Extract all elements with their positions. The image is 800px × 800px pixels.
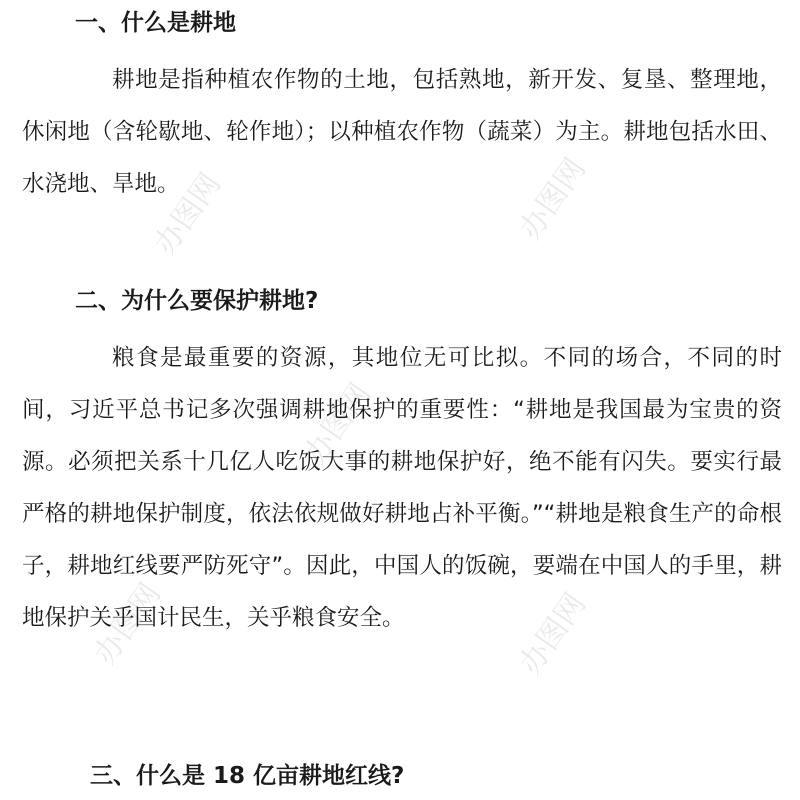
watermark: 办图网 xyxy=(512,587,594,681)
section-body-1: 耕地是指种植农作物的土地，包括熟地，新开发、复垦、整理地，休闲地（含轮歇地、轮作地）；以种植农作物（蔬菜）为主。耕地包括水田、水浇地、旱地。 xyxy=(22,67,782,197)
watermark: 办图网 xyxy=(297,377,379,471)
section-heading-2: 二、为什么要保护耕地? xyxy=(75,288,319,314)
section-body-2: 粮食是最重要的资源，其地位无可比拟。不同的场合，不同的时间，习近平总书记多次强调耕地保护的重要性：“耕地是我国最为宝贵的资源。必须把关系十几亿人吃饭大事的耕地保护好，绝不能有闪失。要实行最严格的耕地保护制度，依法依规做好耕地占补平衡。”“耕地是粮食生产的命根子，耕地红线要严防死守”。因此，中国人的饭碗，要端在中国人的手里，耕地保护关乎国计民生，关乎粮食安全。 xyxy=(22,345,782,631)
watermark: 办图网 xyxy=(87,577,169,671)
watermark: 办图网 xyxy=(147,167,229,261)
section-heading-1: 一、什么是耕地 xyxy=(75,10,236,36)
watermark: 办图网 xyxy=(512,152,594,246)
section-heading-3: 三、什么是 18 亿亩耕地红线? xyxy=(90,763,405,789)
